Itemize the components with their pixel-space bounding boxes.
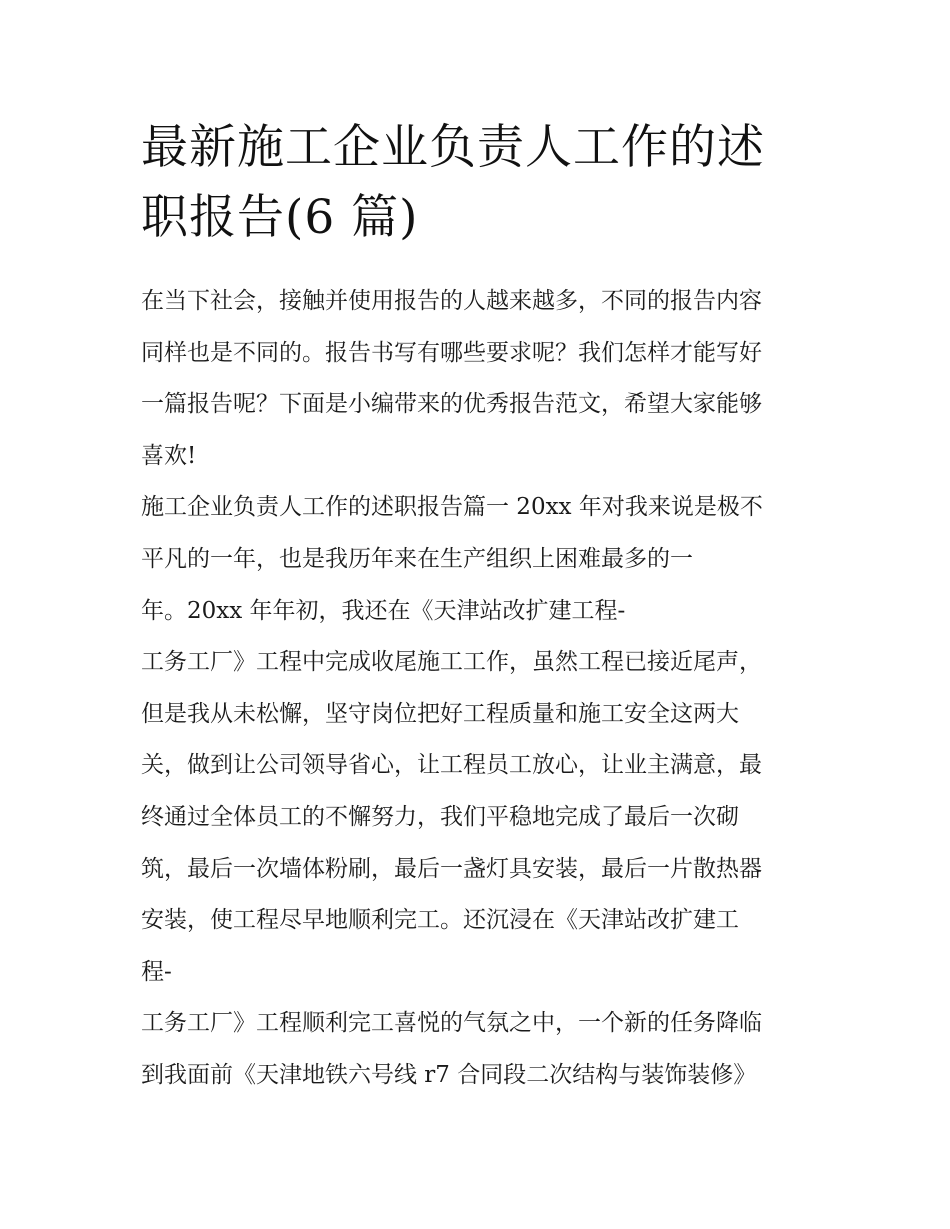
text-line: 筑，最后一次墙体粉刷，最后一盏灯具安装，最后一片散热器 xyxy=(141,855,762,882)
text-line: 工务工厂》工程顺利完工喜悦的气氛之中，一个新的任务降临 xyxy=(141,1010,762,1037)
text-line: 但是我从未松懈，坚守岗位把好工程质量和施工安全这两大 xyxy=(141,700,739,727)
text-line: 同样也是不同的。报告书写有哪些要求呢？我们怎样才能写好 xyxy=(141,339,762,366)
text-line: 关，做到让公司领导省心，让工程员工放心，让业主满意，最 xyxy=(141,752,762,779)
text-line: 到我面前《天津地铁六号线 r7 合同段二次结构与装饰装修》 xyxy=(141,1061,757,1088)
text-line: 终通过全体员工的不懈努力，我们平稳地完成了最后一次砌 xyxy=(141,803,739,830)
document-body xyxy=(141,278,821,1104)
title-line: 最新施工企业负责人工作的述 xyxy=(141,120,765,175)
text-line: 工务工厂》工程中完成收尾施工工作，虽然工程已接近尾声， xyxy=(141,649,762,676)
text-line: 在当下社会，接触并使用报告的人越来越多，不同的报告内容 xyxy=(141,288,762,314)
text-line: 施工企业负责人工作的述职报告篇一 20xx 年对我来说是极不 xyxy=(141,494,763,521)
document-title xyxy=(141,113,821,253)
text-line: 程- xyxy=(141,958,172,985)
text-line: 一篇报告呢？下面是小编带来的优秀报告范文，希望大家能够 xyxy=(141,391,762,418)
title-line: 职报告(6 篇) xyxy=(141,190,419,245)
text-line: 年。20xx 年年初，我还在《天津站改扩建工程- xyxy=(141,597,626,624)
text-line: 平凡的一年，也是我历年来在生产组织上困难最多的一 xyxy=(141,545,693,572)
text-line: 喜欢! xyxy=(141,442,197,469)
text-line: 安装，使工程尽早地顺利完工。还沉浸在《天津站改扩建工 xyxy=(141,907,739,934)
